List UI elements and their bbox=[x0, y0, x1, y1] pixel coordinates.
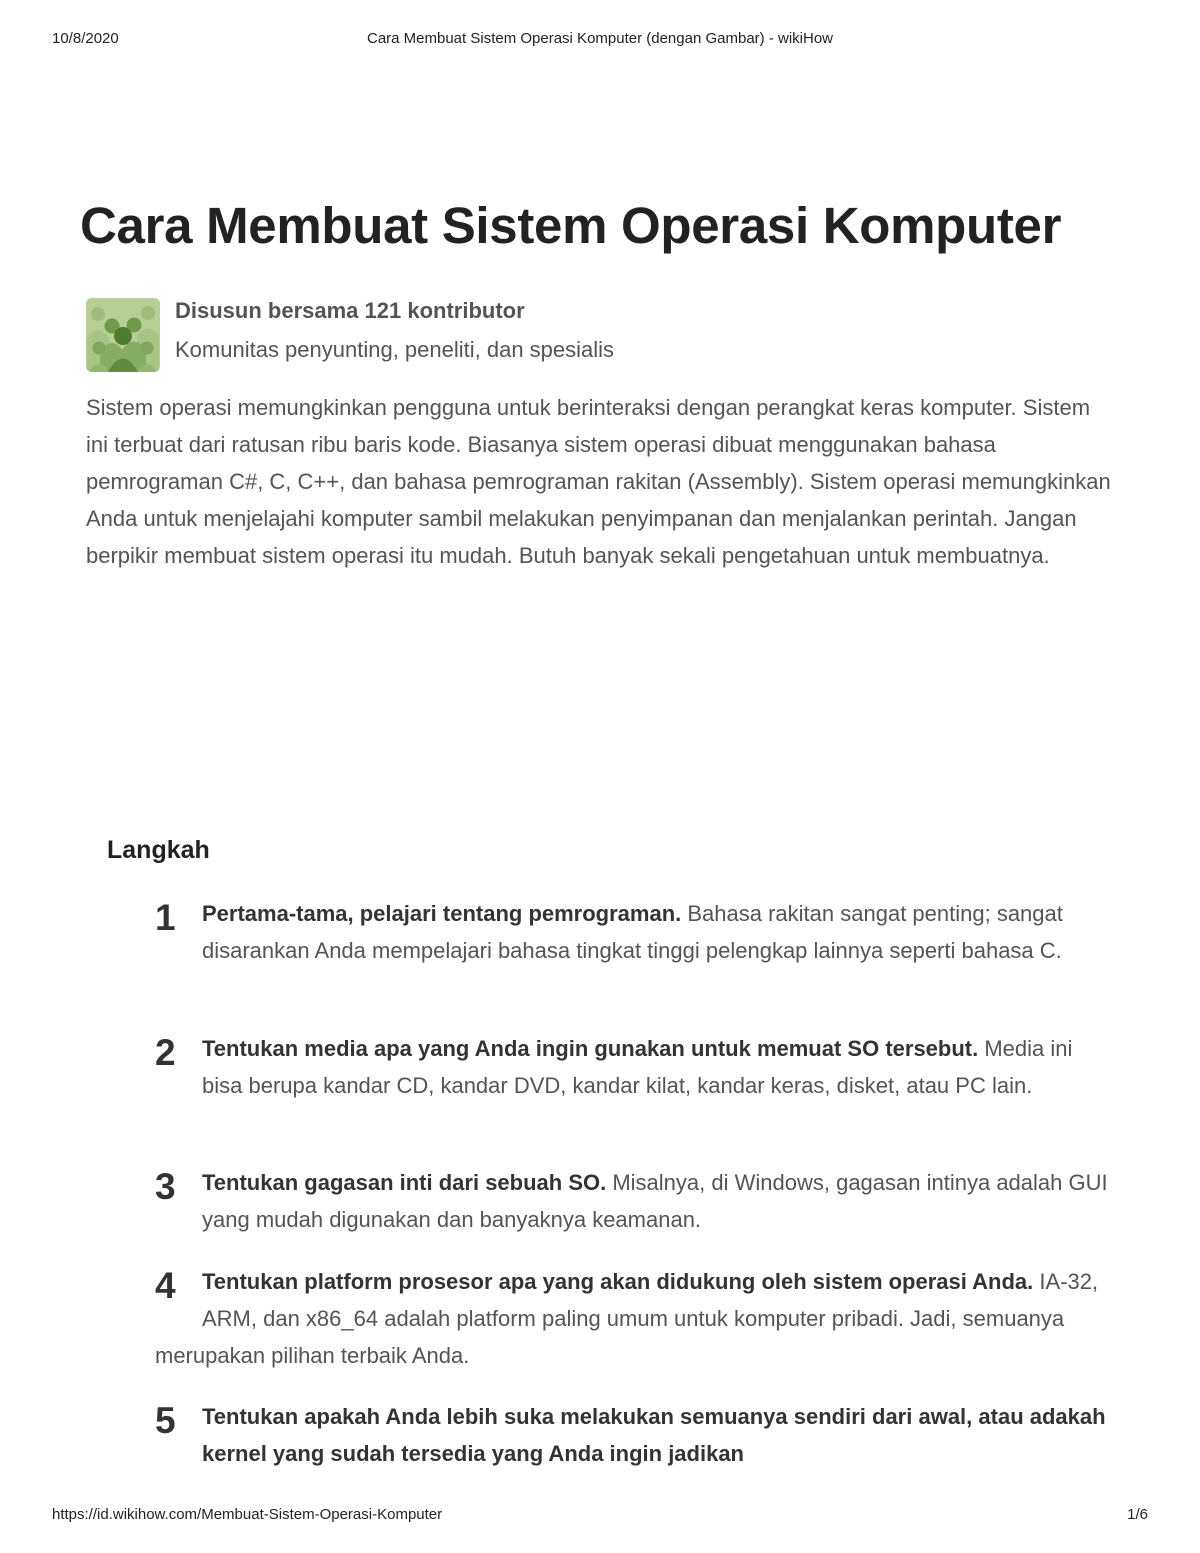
author-contributors[interactable]: Disusun bersama 121 kontributor bbox=[175, 298, 525, 323]
step-number: 2 bbox=[155, 1032, 176, 1073]
step-number: 5 bbox=[155, 1400, 176, 1441]
step-item bbox=[155, 1164, 1115, 1238]
step-text: Bahasa rakitan sangat penting; sangat disarankan Anda mempelajari bahasa tingkat tinggi pelengkap lainnya seperti bahasa C. bbox=[202, 901, 1063, 963]
community-avatar-icon[interactable] bbox=[86, 298, 160, 372]
step-title: Tentukan media apa yang Anda ingin gunakan untuk memuat SO tersebut. bbox=[202, 1036, 979, 1061]
step-title: Tentukan platform prosesor apa yang akan didukung oleh sistem operasi Anda. bbox=[202, 1269, 1034, 1294]
page-title: Cara Membuat Sistem Operasi Komputer bbox=[80, 197, 1062, 254]
step-title: Tentukan apakah Anda lebih suka melakukan semuanya sendiri dari awal, atau adakah kernel yang sudah tersedia yang Anda ingin jadikan bbox=[202, 1404, 1106, 1466]
step-item bbox=[155, 1398, 1115, 1472]
step-title: Tentukan gagasan inti dari sebuah SO. bbox=[202, 1170, 607, 1195]
print-header-date: 10/8/2020 bbox=[52, 30, 119, 47]
steps-heading: Langkah bbox=[107, 836, 210, 864]
step-text: Media ini bisa berupa kandar CD, kandar DVD, kandar kilat, kandar keras, disket, atau PC lain. bbox=[202, 1036, 1073, 1098]
step-number: 4 bbox=[155, 1265, 176, 1306]
print-header-title: Cara Membuat Sistem Operasi Komputer (dengan Gambar) - wikiHow bbox=[366, 30, 833, 47]
print-footer-url[interactable]: https://id.wikihow.com/Membuat-Sistem-Operasi-Komputer bbox=[52, 1506, 443, 1523]
step-title: Pertama-tama, pelajari tentang pemrograman. bbox=[202, 901, 682, 926]
step-item bbox=[155, 895, 1115, 969]
author-description: Komunitas penyunting, peneliti, dan spesialis bbox=[175, 337, 615, 362]
step-text: IA-32, ARM, dan x86_64 adalah platform paling umum untuk komputer pribadi. Jadi, semuanya merupakan pilihan terbaik Anda. bbox=[155, 1269, 1099, 1368]
print-footer-page-number: 1/6 bbox=[1127, 1506, 1148, 1523]
step-number: 3 bbox=[155, 1166, 176, 1207]
step-text: Misalnya, di Windows, gagasan intinya adalah GUI yang mudah digunakan dan banyaknya keamanan. bbox=[202, 1170, 1108, 1232]
step-item bbox=[155, 1030, 1115, 1104]
intro-paragraph: Sistem operasi memungkinkan pengguna untuk berinteraksi dengan perangkat keras komputer. Sistem ini terbuat dari ratusan ribu baris kode. Biasanya sistem operasi dibuat menggunakan bahasa pemrograman C#, C, C++, dan bahasa pemrograman rakitan (Assembly). Sistem operasi memungkinkan Anda untuk menjelajahi komputer sambil melakukan penyimpanan dan menjalankan perintah. Jangan berpikir membuat sistem operasi itu mudah. Butuh banyak sekali pengetahuan untuk membuatnya. bbox=[86, 395, 1111, 568]
step-item bbox=[155, 1263, 1115, 1374]
step-number: 1 bbox=[155, 897, 176, 938]
